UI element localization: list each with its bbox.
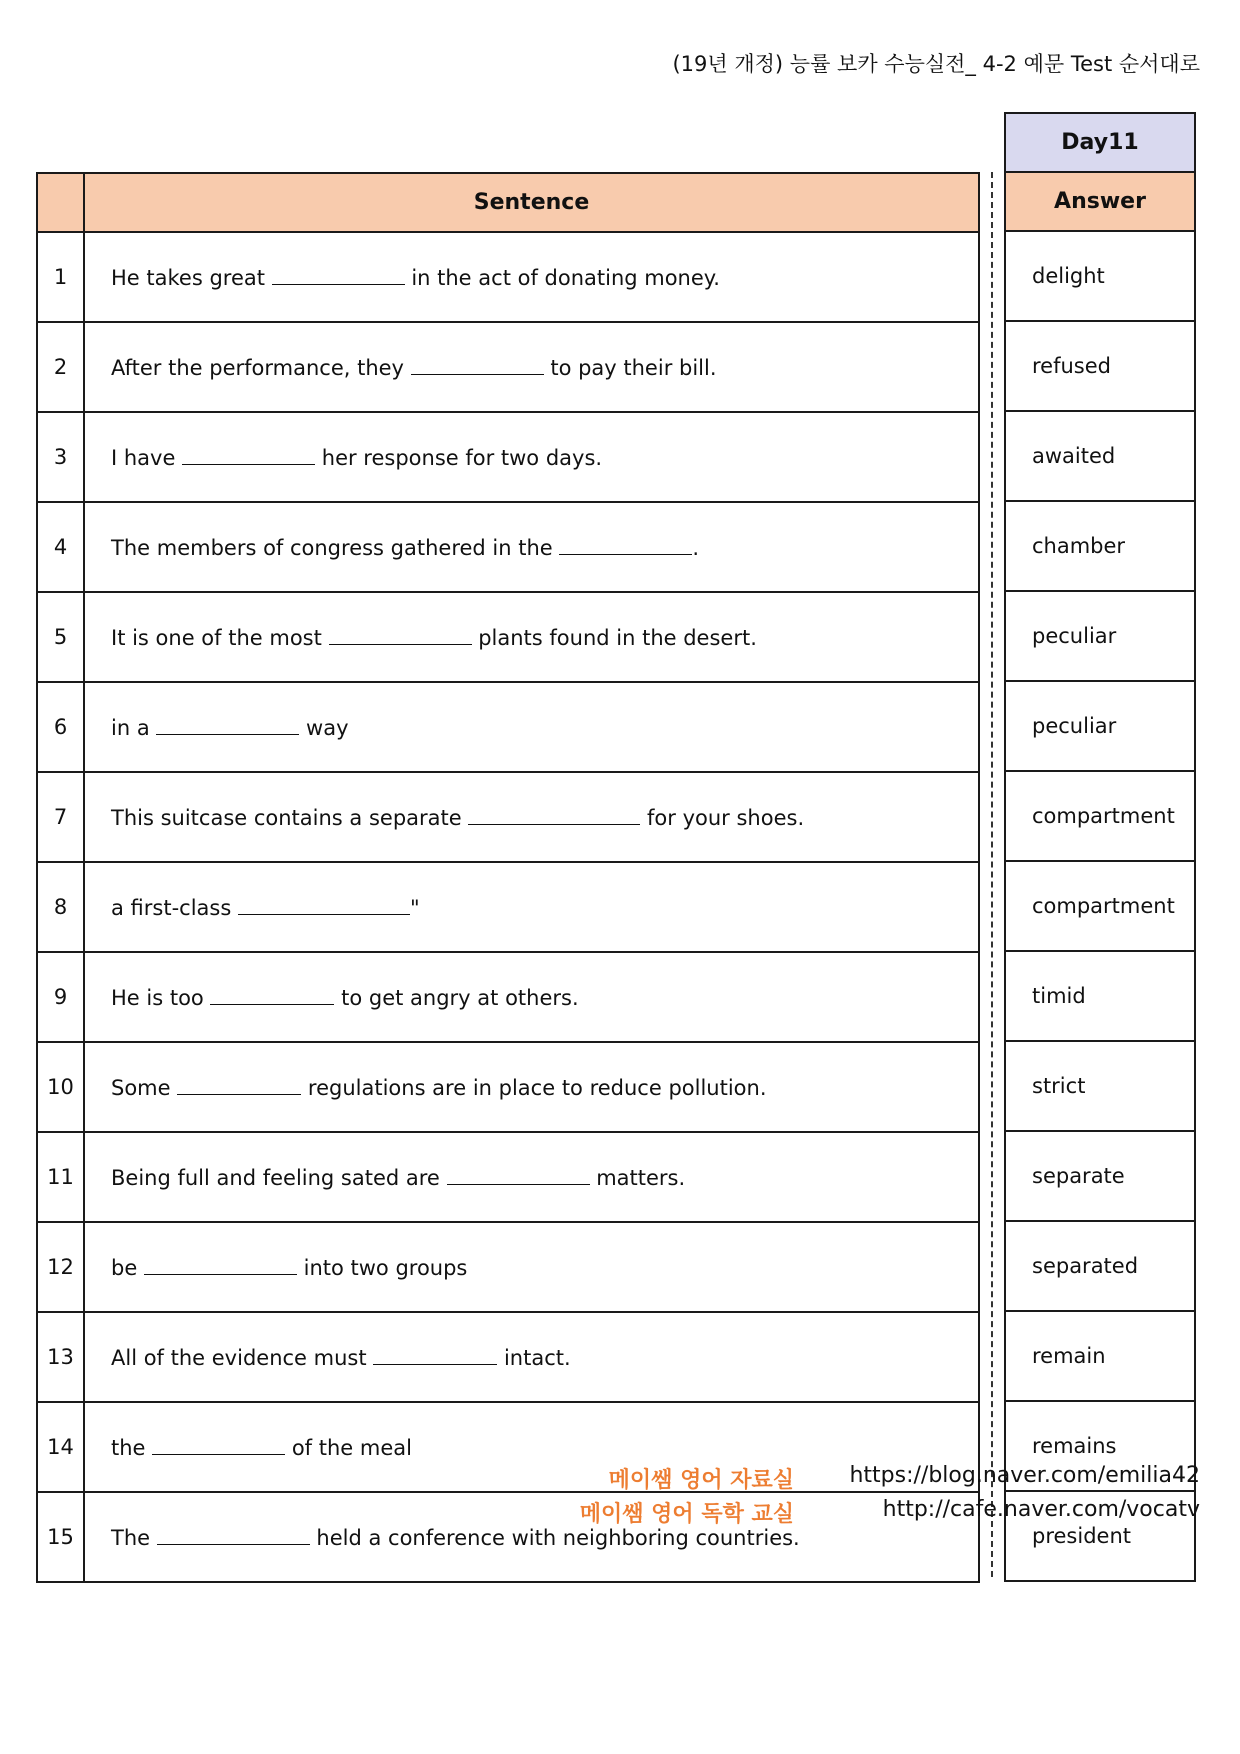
- answer-cell: separated: [1005, 1221, 1195, 1311]
- answer-cell: refused: [1005, 321, 1195, 411]
- sentence-cell: [84, 322, 979, 412]
- answer-blank[interactable]: [411, 354, 544, 375]
- answer-row: [1005, 501, 1195, 591]
- sentence-text-before: I have: [111, 446, 183, 470]
- row-number: 3: [37, 412, 84, 502]
- answer-row: [1005, 1311, 1195, 1401]
- sentence-text-after: for your shoes.: [640, 806, 805, 830]
- sentence-cell: [84, 1492, 979, 1582]
- sentence-cell: [84, 232, 979, 322]
- row-number: 14: [37, 1402, 84, 1492]
- footer-cafe-url[interactable]: http://cafe.naver.com/vocatv: [882, 1497, 1200, 1522]
- table-row: [37, 502, 979, 592]
- answer-blank[interactable]: [373, 1344, 497, 1365]
- row-number: 13: [37, 1312, 84, 1402]
- sentence-text-after: in the act of donating money.: [404, 266, 720, 290]
- table-row: [37, 412, 979, 502]
- row-number: 4: [37, 502, 84, 592]
- sentence-cell: [84, 1402, 979, 1492]
- answer-cell: compartment: [1005, 861, 1195, 951]
- sentence-cell: [84, 502, 979, 592]
- table-row: [37, 862, 979, 952]
- sentence-cell: [84, 1132, 979, 1222]
- table-row: [37, 772, 979, 862]
- sentence-text-before: in a: [111, 716, 157, 740]
- row-number: 15: [37, 1492, 84, 1582]
- sentence-cell: [84, 1222, 979, 1312]
- sentence-text-before: It is one of the most: [111, 626, 329, 650]
- answer-cell: delight: [1005, 231, 1195, 321]
- sentence-text-after: plants found in the desert.: [471, 626, 757, 650]
- answer-cell: compartment: [1005, 771, 1195, 861]
- sentence-cell: [84, 592, 979, 682]
- sentence-text-after: her response for two days.: [315, 446, 603, 470]
- day-label: Day11: [1005, 113, 1195, 172]
- footer-cafe-name: 메이쌤 영어 독학 교실: [579, 1502, 794, 1527]
- sentence-cell: [84, 682, 979, 772]
- answer-blank[interactable]: [329, 624, 472, 645]
- answer-cell: remains: [1005, 1401, 1195, 1491]
- answer-blank[interactable]: [177, 1074, 301, 1095]
- row-number: 10: [37, 1042, 84, 1132]
- answer-blank[interactable]: [182, 444, 315, 465]
- answer-blank[interactable]: [152, 1434, 285, 1455]
- answer-row: [1005, 861, 1195, 951]
- sentence-text-after: to get angry at others.: [334, 986, 579, 1010]
- table-row: [37, 1222, 979, 1312]
- dashed-separator: [991, 172, 993, 1577]
- sentence-text-before: All of the evidence must: [111, 1346, 374, 1370]
- sentence-text-before: be: [111, 1256, 144, 1280]
- sentence-cell: [84, 952, 979, 1042]
- answer-row: [1005, 681, 1195, 771]
- row-number: 9: [37, 952, 84, 1042]
- sentence-text-before: Some: [111, 1076, 178, 1100]
- sentence-text-after: .: [692, 536, 700, 560]
- sentence-text-before: He is too: [111, 986, 211, 1010]
- sentence-text-before: a first-class: [111, 896, 238, 920]
- answer-cell: separate: [1005, 1131, 1195, 1221]
- sentence-cell: [84, 1312, 979, 1402]
- sentence-text-after: regulations are in place to reduce pollution.: [301, 1076, 767, 1100]
- answer-blank[interactable]: [559, 534, 692, 555]
- answer-row: [1005, 231, 1195, 321]
- row-number: 6: [37, 682, 84, 772]
- row-number: 7: [37, 772, 84, 862]
- answer-cell: timid: [1005, 951, 1195, 1041]
- answer-row: [1005, 1041, 1195, 1131]
- answer-row: [1005, 591, 1195, 681]
- table-row: [37, 682, 979, 772]
- answer-header: Answer: [1005, 172, 1195, 231]
- answer-blank[interactable]: [272, 264, 405, 285]
- sentence-text-after: into two groups: [296, 1256, 468, 1280]
- sentence-text-before: The: [111, 1526, 157, 1550]
- sentence-cell: [84, 1042, 979, 1132]
- sentence-cell: [84, 862, 979, 952]
- table-row: [37, 232, 979, 322]
- number-header: [37, 173, 84, 232]
- answer-blank[interactable]: [447, 1164, 590, 1185]
- answer-blank[interactable]: [238, 894, 410, 915]
- page-title: (19년 개정) 능률 보카 수능실전_ 4-2 예문 Test 순서대로: [672, 52, 1200, 76]
- answer-cell: peculiar: [1005, 681, 1195, 771]
- sentence-text-after: ": [409, 896, 420, 920]
- sentence-text-after: to pay their bill.: [543, 356, 717, 380]
- sentence-table: [36, 172, 980, 1583]
- answer-cell: strict: [1005, 1041, 1195, 1131]
- sentence-text-after: way: [299, 716, 349, 740]
- answer-cell: awaited: [1005, 411, 1195, 501]
- sentence-text-before: Being full and feeling sated are: [111, 1166, 447, 1190]
- answer-row: [1005, 411, 1195, 501]
- table-row: [37, 1042, 979, 1132]
- sentence-text-before: He takes great: [111, 266, 272, 290]
- row-number: 2: [37, 322, 84, 412]
- answer-blank[interactable]: [468, 804, 640, 825]
- answer-cell: chamber: [1005, 501, 1195, 591]
- sentence-cell: [84, 412, 979, 502]
- table-row: [37, 1132, 979, 1222]
- footer-blog-url[interactable]: https://blog.naver.com/emilia42: [849, 1463, 1200, 1488]
- sentence-text-after: matters.: [589, 1166, 686, 1190]
- answer-row: [1005, 321, 1195, 411]
- sentence-cell: [84, 772, 979, 862]
- sentence-text-before: The members of congress gathered in the: [111, 536, 560, 560]
- answer-row: [1005, 771, 1195, 861]
- answer-row: [1005, 1221, 1195, 1311]
- sentence-text-before: This suitcase contains a separate: [111, 806, 469, 830]
- sentence-text-before: After the performance, they: [111, 356, 411, 380]
- row-number: 1: [37, 232, 84, 322]
- answer-blank[interactable]: [144, 1254, 297, 1275]
- answer-blank[interactable]: [156, 714, 299, 735]
- row-number: 11: [37, 1132, 84, 1222]
- row-number: 5: [37, 592, 84, 682]
- answer-cell: peculiar: [1005, 591, 1195, 681]
- answer-cell: remain: [1005, 1311, 1195, 1401]
- answer-table: [1004, 112, 1196, 1582]
- sentence-text-after: held a conference with neighboring countries.: [309, 1526, 800, 1550]
- sentence-header: Sentence: [84, 173, 979, 232]
- answer-blank[interactable]: [210, 984, 334, 1005]
- footer-blog-name: 메이쌤 영어 자료실: [608, 1468, 794, 1493]
- table-row: [37, 1312, 979, 1402]
- table-row: [37, 1402, 979, 1492]
- answer-row: [1005, 1131, 1195, 1221]
- answer-cell: president: [1005, 1491, 1195, 1581]
- table-row: [37, 592, 979, 682]
- sentence-text-before: the: [111, 1436, 153, 1460]
- answer-row: [1005, 951, 1195, 1041]
- row-number: 8: [37, 862, 84, 952]
- table-row: [37, 952, 979, 1042]
- sentence-header-row: [37, 173, 979, 232]
- row-number: 12: [37, 1222, 84, 1312]
- sentence-text-after: intact.: [497, 1346, 571, 1370]
- answer-blank[interactable]: [157, 1524, 310, 1545]
- table-row: [37, 322, 979, 412]
- sentence-text-after: of the meal: [285, 1436, 412, 1460]
- table-row: [37, 1492, 979, 1582]
